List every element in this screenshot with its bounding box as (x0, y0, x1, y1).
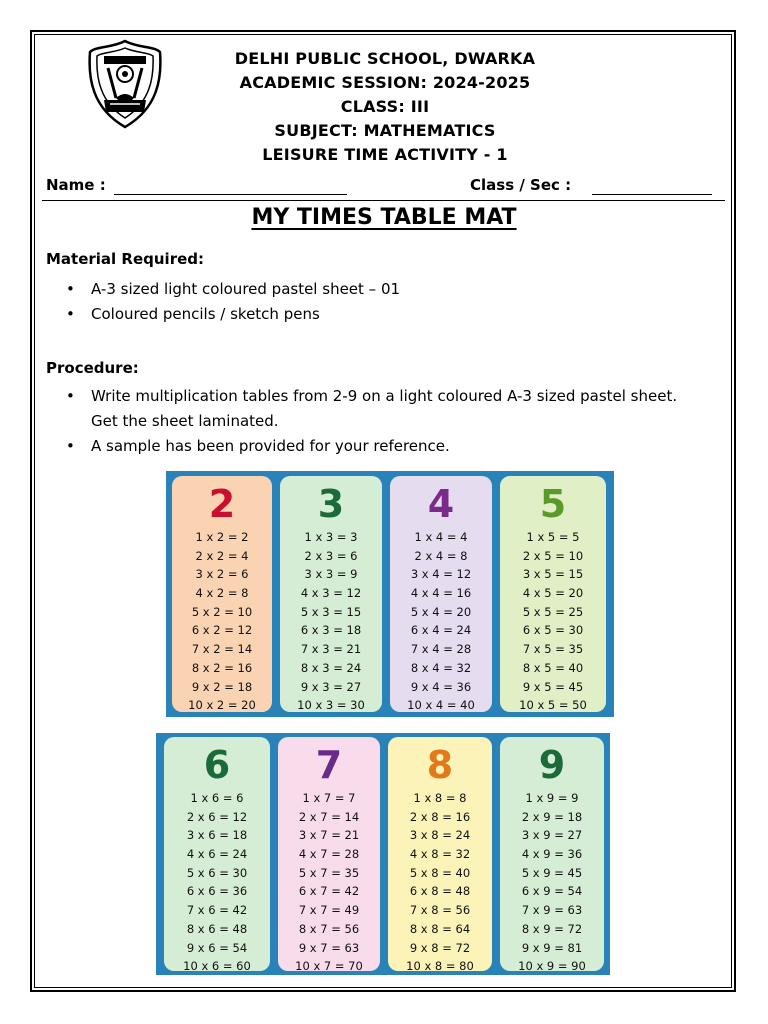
table-rows (388, 789, 492, 971)
table-row: 9 x 4 = 36 (410, 679, 472, 694)
table-row: 6 x 2 = 12 (191, 623, 253, 638)
procedure-list (46, 384, 696, 459)
table-row: 8 x 5 = 40 (522, 660, 584, 675)
table-row: 8 x 2 = 16 (191, 660, 253, 675)
table-row: 1 x 7 = 7 (302, 791, 356, 805)
table-row: 5 x 9 = 45 (521, 865, 583, 880)
table-row: 8 x 7 = 56 (298, 921, 360, 936)
table-row: 7 x 4 = 28 (410, 642, 472, 657)
table-row: 8 x 3 = 24 (300, 660, 362, 675)
table-row: 10 x 5 = 50 (519, 698, 587, 712)
table-row: 3 x 2 = 6 (195, 567, 249, 582)
table-row: 9 x 2 = 18 (191, 679, 253, 694)
table-row: 1 x 5 = 5 (526, 530, 580, 544)
table-card-2 (172, 476, 272, 712)
table-row: 9 x 6 = 54 (186, 940, 248, 955)
table-row: 8 x 9 = 72 (521, 921, 583, 936)
table-row: 2 x 7 = 14 (298, 809, 360, 824)
material-list (46, 277, 696, 327)
table-row: 5 x 8 = 40 (409, 865, 471, 880)
table-row: 1 x 9 = 9 (525, 791, 579, 805)
times-table-mat-bottom (156, 733, 610, 975)
table-row: 2 x 8 = 16 (409, 809, 471, 824)
activity-line: LEISURE TIME ACTIVITY - 1 (262, 145, 508, 164)
table-number: 5 (539, 482, 567, 526)
table-rows (278, 789, 380, 971)
table-row: 5 x 3 = 15 (300, 604, 362, 619)
table-row: 10 x 4 = 40 (407, 698, 475, 712)
table-row: 6 x 7 = 42 (298, 884, 360, 899)
table-row: 7 x 5 = 35 (522, 642, 584, 657)
class-sec-label: Class / Sec : (470, 176, 572, 194)
table-row: 10 x 8 = 80 (406, 959, 474, 971)
table-row: 8 x 8 = 64 (409, 921, 471, 936)
table-row: 3 x 4 = 12 (410, 567, 472, 582)
table-row: 10 x 6 = 60 (183, 959, 251, 971)
table-row: 1 x 8 = 8 (413, 791, 467, 805)
table-row: 2 x 4 = 8 (414, 548, 468, 563)
table-row: 9 x 3 = 27 (300, 679, 362, 694)
table-row: 3 x 7 = 21 (298, 828, 360, 843)
table-row: 4 x 8 = 32 (409, 847, 471, 862)
table-row: 9 x 8 = 72 (409, 940, 471, 955)
table-row: 6 x 8 = 48 (409, 884, 471, 899)
table-row: 5 x 2 = 10 (191, 604, 253, 619)
academic-session: ACADEMIC SESSION: 2024-2025 (239, 73, 531, 92)
table-card-6 (164, 737, 270, 971)
table-row: 2 x 3 = 6 (304, 548, 358, 563)
table-number: 7 (315, 743, 343, 787)
table-row: 6 x 5 = 30 (522, 623, 584, 638)
page-title-text: MY TIMES TABLE MAT (251, 205, 517, 230)
header-divider (42, 200, 725, 201)
table-row: 4 x 3 = 12 (300, 586, 362, 601)
material-heading: Material Required: (46, 250, 205, 268)
table-rows (500, 528, 606, 712)
table-row: 1 x 3 = 3 (304, 530, 358, 544)
table-row: 9 x 9 = 81 (521, 940, 583, 955)
table-row: 1 x 4 = 4 (414, 530, 468, 544)
table-rows (390, 528, 492, 712)
table-row: 7 x 2 = 14 (191, 642, 253, 657)
table-card-5 (500, 476, 606, 712)
class-line: CLASS: III (340, 97, 430, 116)
table-row: 3 x 9 = 27 (521, 828, 583, 843)
table-card-3 (280, 476, 382, 712)
table-row: 7 x 9 = 63 (521, 903, 583, 918)
table-row: 7 x 8 = 56 (409, 903, 471, 918)
table-row: 6 x 9 = 54 (521, 884, 583, 899)
table-row: 5 x 6 = 30 (186, 865, 248, 880)
table-row: 9 x 7 = 63 (298, 940, 360, 955)
table-row: 6 x 6 = 36 (186, 884, 248, 899)
table-number: 6 (203, 743, 231, 787)
table-row: 8 x 4 = 32 (410, 660, 472, 675)
subject-line: SUBJECT: MATHEMATICS (274, 121, 496, 140)
page-title (0, 205, 768, 230)
table-row: 7 x 7 = 49 (298, 903, 360, 918)
table-row: 4 x 6 = 24 (186, 847, 248, 862)
table-number: 3 (317, 482, 345, 526)
table-number: 8 (426, 743, 454, 787)
name-label: Name : (46, 176, 106, 194)
table-card-4 (390, 476, 492, 712)
table-row: 3 x 5 = 15 (522, 567, 584, 582)
table-row: 6 x 3 = 18 (300, 623, 362, 638)
table-row: 4 x 4 = 16 (410, 586, 472, 601)
table-card-7 (278, 737, 380, 971)
table-rows (500, 789, 604, 971)
table-row: 4 x 2 = 8 (195, 586, 249, 601)
table-row: 5 x 5 = 25 (522, 604, 584, 619)
table-row: 5 x 4 = 20 (410, 604, 472, 619)
table-rows (172, 528, 272, 712)
table-row: 7 x 6 = 42 (186, 903, 248, 918)
table-row: 4 x 7 = 28 (298, 847, 360, 862)
list-item: • A sample has been provided for your reference. (46, 434, 696, 459)
table-row: 2 x 2 = 4 (195, 548, 249, 563)
table-row: 4 x 5 = 20 (522, 586, 584, 601)
table-row: 3 x 6 = 18 (186, 828, 248, 843)
list-item: • Coloured pencils / sketch pens (46, 302, 696, 327)
table-row: 2 x 9 = 18 (521, 809, 583, 824)
table-row: 4 x 9 = 36 (521, 847, 583, 862)
times-table-mat-top (166, 471, 614, 717)
table-row: 9 x 5 = 45 (522, 679, 584, 694)
table-row: 1 x 2 = 2 (195, 530, 249, 544)
school-name: DELHI PUBLIC SCHOOL, DWARKA (234, 49, 536, 68)
table-row: 10 x 3 = 30 (297, 698, 365, 712)
table-rows (280, 528, 382, 712)
class-sec-blank[interactable] (592, 194, 712, 195)
school-logo-icon (86, 38, 164, 130)
table-number: 2 (208, 482, 236, 526)
table-row: 3 x 8 = 24 (409, 828, 471, 843)
table-row: 8 x 6 = 48 (186, 921, 248, 936)
table-card-9 (500, 737, 604, 971)
table-row: 1 x 6 = 6 (190, 791, 244, 805)
table-row: 10 x 9 = 90 (518, 959, 586, 971)
table-row: 10 x 2 = 20 (188, 698, 256, 712)
procedure-heading: Procedure: (46, 359, 139, 377)
table-rows (164, 789, 270, 971)
table-row: 2 x 6 = 12 (186, 809, 248, 824)
table-row: 7 x 3 = 21 (300, 642, 362, 657)
table-number: 4 (427, 482, 455, 526)
school-header (185, 47, 585, 167)
list-item: • Write multiplication tables from 2-9 on a light coloured A-3 sized pastel sheet. Get the sheet laminated. (46, 384, 696, 434)
table-card-8 (388, 737, 492, 971)
name-blank[interactable] (114, 194, 347, 195)
table-row: 2 x 5 = 10 (522, 548, 584, 563)
student-info-row (44, 176, 714, 200)
table-number: 9 (538, 743, 566, 787)
table-row: 3 x 3 = 9 (304, 567, 358, 582)
list-item: • A-3 sized light coloured pastel sheet – 01 (46, 277, 696, 302)
table-row: 10 x 7 = 70 (295, 959, 363, 971)
table-row: 5 x 7 = 35 (298, 865, 360, 880)
table-row: 6 x 4 = 24 (410, 623, 472, 638)
